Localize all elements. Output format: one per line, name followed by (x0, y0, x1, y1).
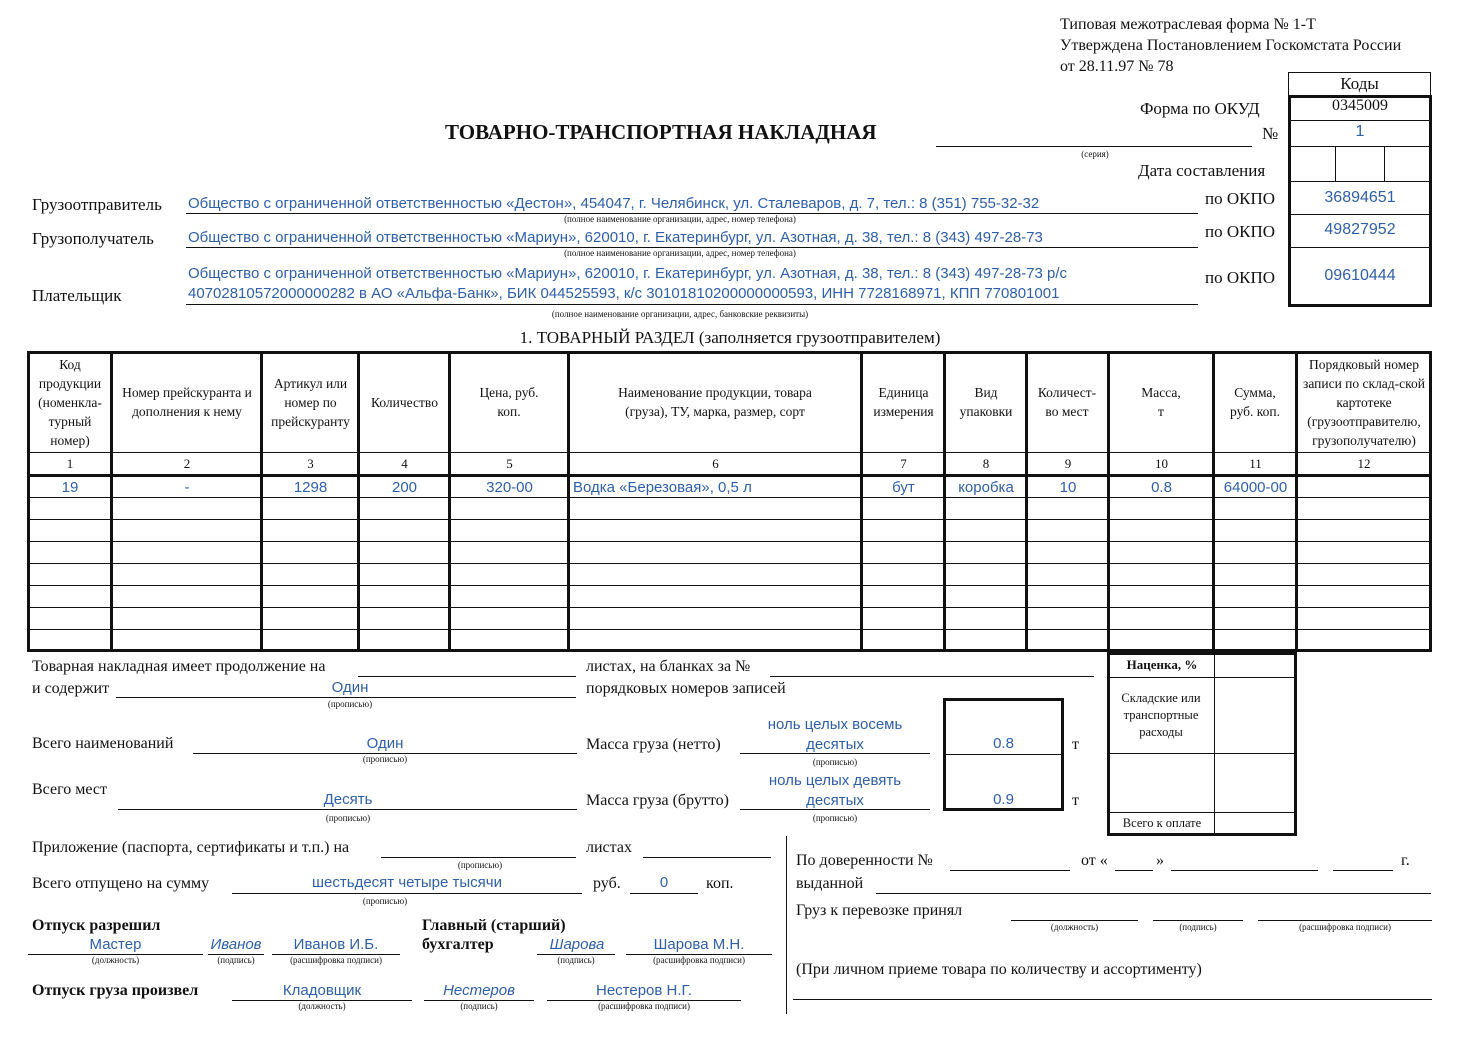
release-allowed-decode-caption: (расшифровка подписи) (290, 955, 382, 965)
attorney-issued: выданной (796, 875, 864, 892)
receiver-caption: (полное наименование организации, адрес, номер телефона) (564, 248, 796, 258)
accountant-name: Шарова М.Н. (653, 936, 745, 953)
cell-price: 320-00 (486, 479, 533, 496)
accepted-signature-caption: (подпись) (1179, 922, 1217, 932)
sender-caption: (полное наименование организации, адрес, номер телефона) (564, 214, 796, 224)
release-done-decode-caption: (расшифровка подписи) (598, 1001, 690, 1011)
accepted-decode-caption: (расшифровка подписи) (1299, 922, 1391, 932)
gross-words-2: десятых (806, 792, 864, 809)
accountant-label-1: Главный (старший) (422, 917, 566, 934)
gross-label: Масса груза (брутто) (586, 792, 729, 809)
gross-caption: (прописью) (812, 813, 858, 823)
contains-label: и содержит (32, 680, 110, 697)
col-header-9: Количест-во мест (1037, 385, 1097, 419)
okpo-receiver: 49827952 (1324, 221, 1396, 238)
payer-label: Плательщик (32, 286, 122, 305)
places-caption: (прописью) (325, 813, 371, 823)
okud-label: Форма по ОКУД (1140, 99, 1260, 118)
cell-product-name: Водка «Березовая», 0,5 л (573, 479, 752, 496)
section-title: 1. ТОВАРНЫЙ РАЗДЕЛ (заполняется грузоотправителем) (519, 328, 941, 347)
col-number-12: 12 (1357, 456, 1371, 471)
net-caption: (прописью) (812, 757, 858, 767)
okpo-payer: 09610444 (1324, 267, 1396, 284)
release-done-name: Нестеров Н.Г. (596, 982, 692, 999)
personal-note: (При личном приеме товара по количеству и ассортименту) (796, 961, 1202, 978)
cell-places: 10 (1059, 479, 1077, 496)
col-number-6: 6 (712, 456, 719, 471)
doc-title: ТОВАРНО-ТРАНСПОРТНАЯ НАКЛАДНАЯ (445, 120, 877, 144)
receiver-label: Грузополучатель (32, 229, 154, 248)
sender-label: Грузоотправитель (32, 195, 162, 214)
cell-sum: 64000-00 (1223, 479, 1288, 496)
date-label: Дата составления (1138, 161, 1266, 180)
col-header-5: Цена, руб. коп. (479, 385, 539, 419)
number-label: № (1262, 124, 1279, 143)
cell-code: 19 (61, 479, 79, 496)
names-caption: (прописью) (362, 754, 408, 764)
attorney-year: г. (1401, 852, 1410, 869)
col-number-2: 2 (183, 456, 191, 471)
payer-value-line1: Общество с ограниченной ответственностью «Мариун», 620010, г. Екатеринбург, ул. Азотная, д. 38, тел.: 8 (343) 497-28-73 р/с (188, 265, 1068, 282)
form-header-line2: Утверждена Постановлением Госкомстата России (1060, 37, 1402, 54)
col-header-3: Артикул или номер по прейскуранту (271, 375, 350, 429)
release-allowed-position: Мастер (89, 936, 142, 953)
col-number-1: 1 (66, 456, 74, 471)
released-sum-caption: (прописью) (362, 896, 408, 906)
release-done-signature-caption: (подпись) (460, 1001, 498, 1011)
release-allowed-name: Иванов И.Б. (293, 936, 379, 953)
series-caption: (серия) (1081, 149, 1109, 159)
gross-value: 0.9 (993, 791, 1014, 808)
records-value: Один (331, 679, 369, 696)
col-header-8: Вид упаковки (959, 385, 1013, 419)
number-value: 1 (1355, 123, 1365, 140)
records-label: порядковых номеров записей (586, 680, 786, 697)
accountant-signature: Шарова (549, 936, 605, 953)
cell-mass: 0.8 (1151, 479, 1172, 496)
receiver-value: Общество с ограниченной ответственностью «Мариун», 620010, г. Екатеринбург, ул. Азотная, д. 38, тел.: 8 (343) 497-28-73 (188, 229, 1043, 246)
sender-value: Общество с ограниченной ответственностью «Дестон», 454047, г. Челябинск, ул. Сталеваров, д. 7, тел.: 8 (351) 755-32-32 (188, 195, 1040, 212)
names-label: Всего наименований (32, 735, 174, 752)
col-number-9: 9 (1064, 456, 1072, 471)
col-number-7: 7 (900, 456, 907, 471)
attorney-from: от « (1081, 852, 1108, 869)
col-header-12: Порядковый номер записи по склад-ской картотеке (грузоотправителю, грузополучателю) (1302, 356, 1426, 448)
net-words-2: десятых (806, 736, 864, 753)
form-header-line1: Типовая межотраслевая форма № 1-Т (1060, 16, 1316, 33)
cell-price-list: - (184, 479, 190, 496)
cell-unit: бут (892, 479, 915, 496)
gross-words-1: ноль целых девять (768, 772, 902, 789)
release-done-position: Кладовщик (282, 982, 362, 999)
okpo-label-payer: по ОКПО (1205, 268, 1276, 287)
places-value: Десять (323, 791, 373, 808)
side-box (1107, 652, 1297, 836)
attachment-label: Приложение (паспорта, сертификаты и т.п.) на (32, 839, 350, 856)
col-number-11: 11 (1249, 456, 1262, 471)
col-header-6: Наименование продукции, товара (груза), ТУ, марка, размер, сорт (618, 385, 812, 419)
attorney-label: По доверенности № (796, 852, 933, 869)
release-allowed-label: Отпуск разрешил (32, 917, 161, 934)
payer-caption: (полное наименование организации, адрес, банковские реквизиты) (551, 309, 809, 319)
markup-label: Наценка, % (1126, 657, 1198, 672)
col-number-3: 3 (307, 456, 314, 471)
attachment-sheets-label: листах (586, 839, 632, 856)
col-number-5: 5 (506, 456, 513, 471)
release-done-signature: Нестеров (443, 982, 515, 999)
gross-unit: т (1072, 792, 1079, 809)
okpo-label-sender: по ОКПО (1205, 189, 1276, 208)
okpo-label-receiver: по ОКПО (1205, 222, 1276, 241)
continuation-label: Товарная накладная имеет продолжение на (32, 658, 326, 675)
kop-value: 0 (659, 874, 669, 891)
col-header-7: Единица измерения (873, 385, 934, 419)
kop-label: коп. (706, 875, 734, 892)
form-header (1060, 14, 1401, 77)
payer-value-line2: 40702810572000000282 в АО «Альфа-Банк», БИК 044525593, к/с 30101810200000000593, ИНН 7728168971, КПП 770801001 (188, 285, 1060, 302)
release-allowed-position-caption: (должность) (91, 955, 140, 965)
total-label: Всего к оплате (1122, 816, 1202, 830)
expenses-label: Складские или транспортные расходы (1121, 691, 1201, 739)
okpo-sender: 36894651 (1324, 189, 1396, 206)
release-done-position-caption: (должность) (298, 1001, 346, 1011)
records-caption: (прописью) (327, 699, 373, 709)
accountant-decode-caption: (расшифровка подписи) (653, 955, 745, 965)
names-value: Один (366, 735, 404, 752)
attachment-caption: (прописью) (457, 860, 503, 870)
accepted-position-caption: (должность) (1050, 922, 1099, 932)
cell-quantity: 200 (391, 479, 418, 496)
release-allowed-signature-caption: (подпись) (217, 955, 255, 965)
col-header-2: Номер прейскуранта и дополнения к нему (122, 385, 252, 419)
cell-package: коробка (958, 479, 1014, 496)
released-sum-value: шестьдесят четыре тысячи (312, 874, 502, 891)
continuation-forms-label: листах, на бланках за № (586, 658, 751, 675)
col-header-4: Количество (371, 394, 438, 410)
accepted-label: Груз к перевозке принял (796, 902, 963, 919)
attorney-quote: » (1156, 852, 1164, 869)
release-done-label: Отпуск груза произвел (32, 982, 199, 999)
col-number-8: 8 (982, 456, 990, 471)
col-number-4: 4 (401, 456, 408, 471)
rub-label: руб. (593, 875, 621, 892)
col-number-10: 10 (1155, 456, 1168, 471)
col-header-11: Сумма, руб. коп. (1230, 385, 1280, 419)
col-header-10: Масса, т (1141, 385, 1181, 419)
net-unit: т (1072, 736, 1079, 753)
net-words-1: ноль целых восемь (767, 716, 903, 733)
accountant-signature-caption: (подпись) (557, 955, 595, 965)
released-sum-label: Всего отпущено на сумму (32, 875, 210, 892)
codes-title: Коды (1340, 74, 1379, 93)
col-header-1: Код продукции (номенкла-турный номер) (38, 356, 102, 448)
release-allowed-signature: Иванов (210, 936, 262, 953)
okud-value: 0345009 (1332, 97, 1388, 114)
net-label: Масса груза (нетто) (586, 736, 721, 753)
accountant-label-2: бухгалтер (422, 936, 494, 953)
places-label: Всего мест (32, 781, 107, 798)
net-value: 0.8 (993, 735, 1014, 752)
cell-article: 1298 (293, 479, 328, 496)
form-header-line3: от 28.11.97 № 78 (1060, 58, 1174, 75)
